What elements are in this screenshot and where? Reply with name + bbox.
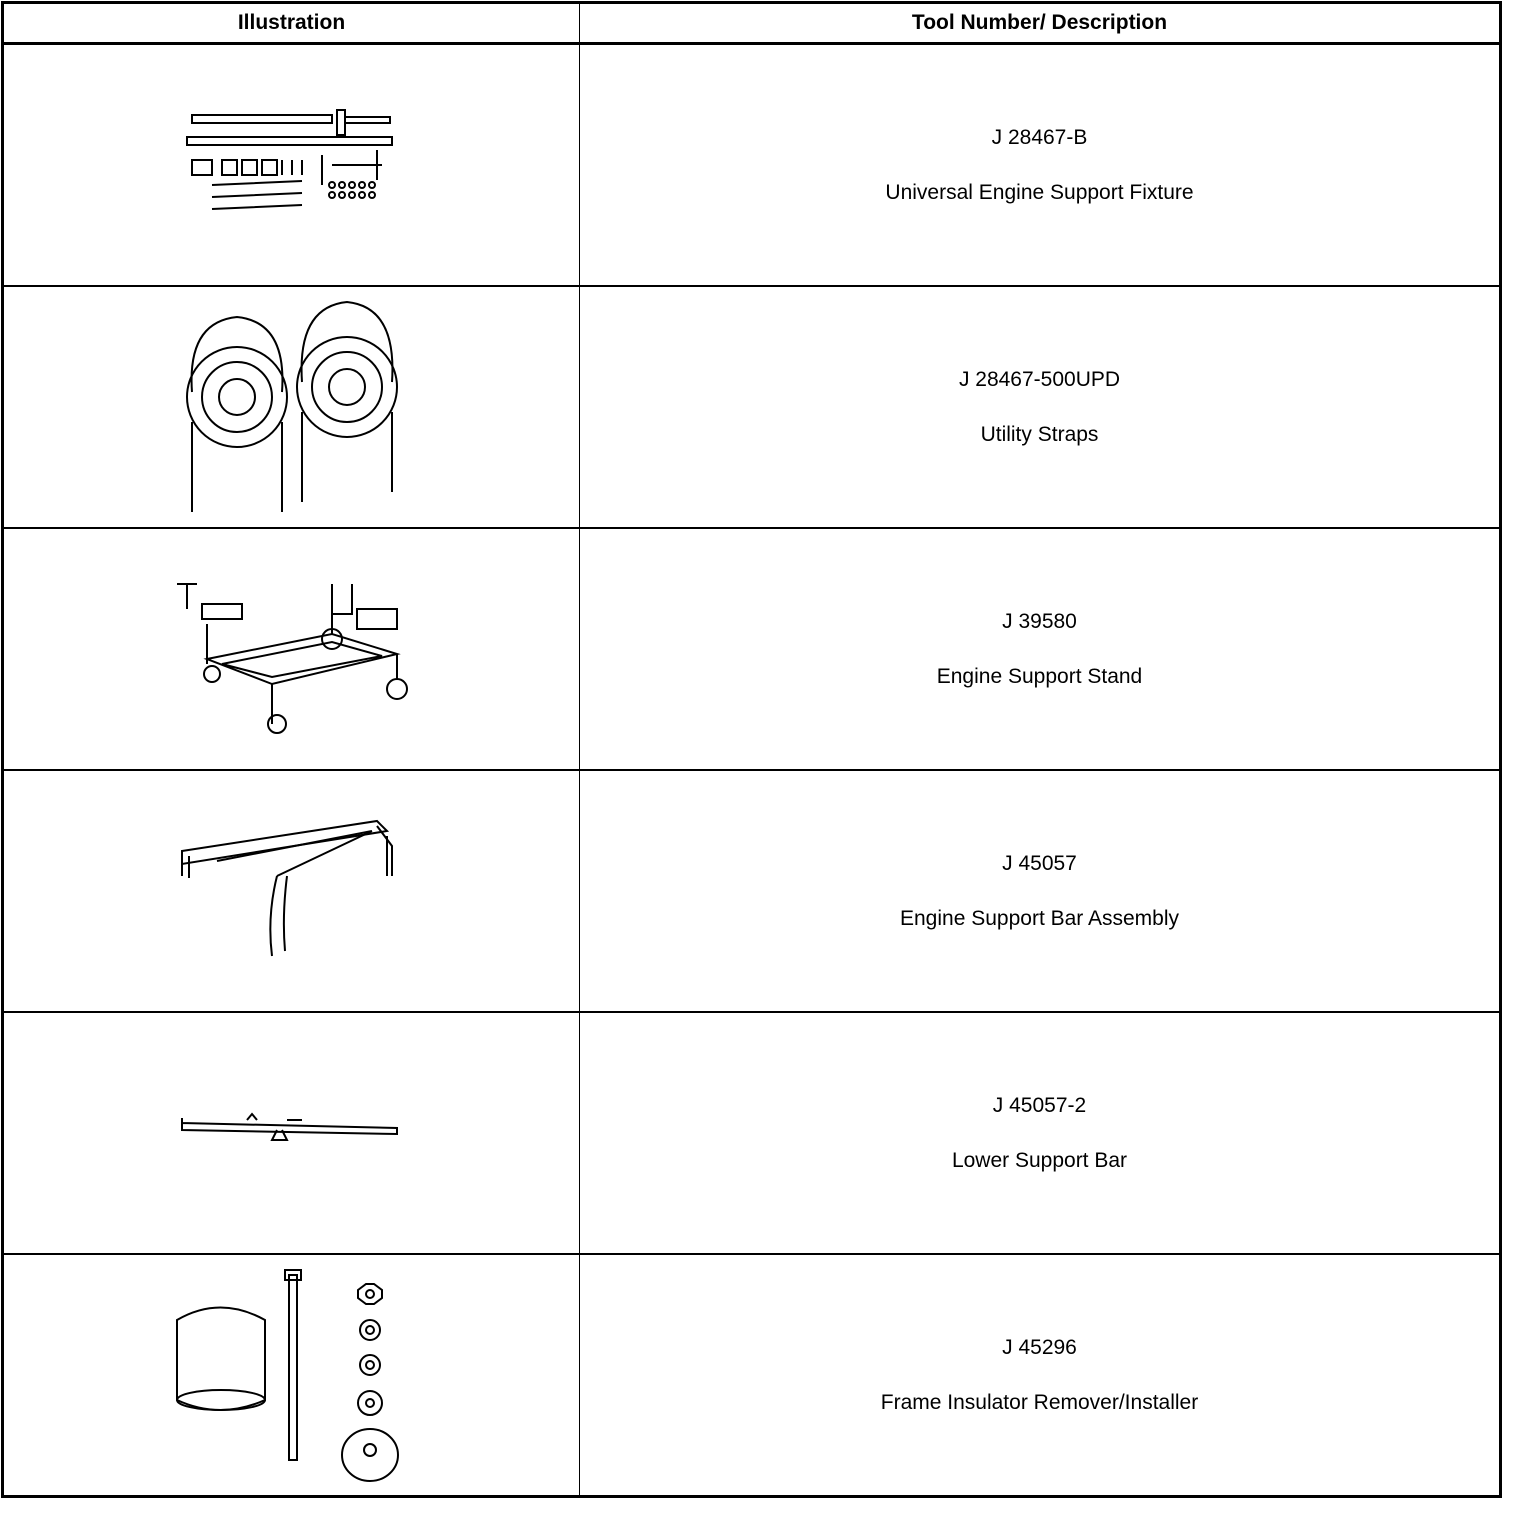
illustration-utility-straps bbox=[3, 286, 580, 528]
table-row bbox=[3, 528, 1501, 770]
tool-cell bbox=[580, 1254, 1501, 1497]
table-row bbox=[3, 1254, 1501, 1497]
tool-number: J 39580 bbox=[1002, 610, 1077, 633]
table-row bbox=[3, 44, 1501, 287]
tool-cell bbox=[580, 770, 1501, 1012]
tool-description: Frame Insulator Remover/Installer bbox=[880, 1391, 1199, 1414]
tool-number: J 45296 bbox=[1002, 1336, 1077, 1359]
illustration-engine-support-stand bbox=[3, 528, 580, 770]
tool-cell bbox=[580, 528, 1501, 770]
table-header-row bbox=[3, 3, 1501, 44]
table-row bbox=[3, 1012, 1501, 1254]
tool-description: Engine Support Bar Assembly bbox=[900, 907, 1179, 930]
tool-description: Lower Support Bar bbox=[951, 1149, 1128, 1172]
illustration-engine-support-fixture bbox=[3, 44, 580, 287]
illustration-lower-support-bar bbox=[3, 1012, 580, 1254]
tool-cell bbox=[580, 286, 1501, 528]
tool-description: Universal Engine Support Fixture bbox=[885, 181, 1194, 204]
tool-number: J 28467-B bbox=[991, 126, 1088, 149]
tool-number: J 45057 bbox=[1002, 852, 1077, 875]
special-tools-table bbox=[1, 1, 1502, 1498]
header-illustration: Illustration bbox=[3, 3, 580, 44]
tool-description: Utility Straps bbox=[980, 423, 1099, 446]
tool-number: J 45057-2 bbox=[992, 1094, 1087, 1117]
table-row bbox=[3, 770, 1501, 1012]
tool-number: J 28467-500UPD bbox=[958, 368, 1121, 391]
illustration-engine-support-bar bbox=[3, 770, 580, 1012]
table-row bbox=[3, 286, 1501, 528]
tool-cell bbox=[580, 44, 1501, 287]
tool-cell bbox=[580, 1012, 1501, 1254]
tool-description: Engine Support Stand bbox=[936, 665, 1143, 688]
illustration-frame-insulator-tool bbox=[3, 1254, 580, 1497]
header-tool-description: Tool Number/ Description bbox=[580, 3, 1501, 44]
